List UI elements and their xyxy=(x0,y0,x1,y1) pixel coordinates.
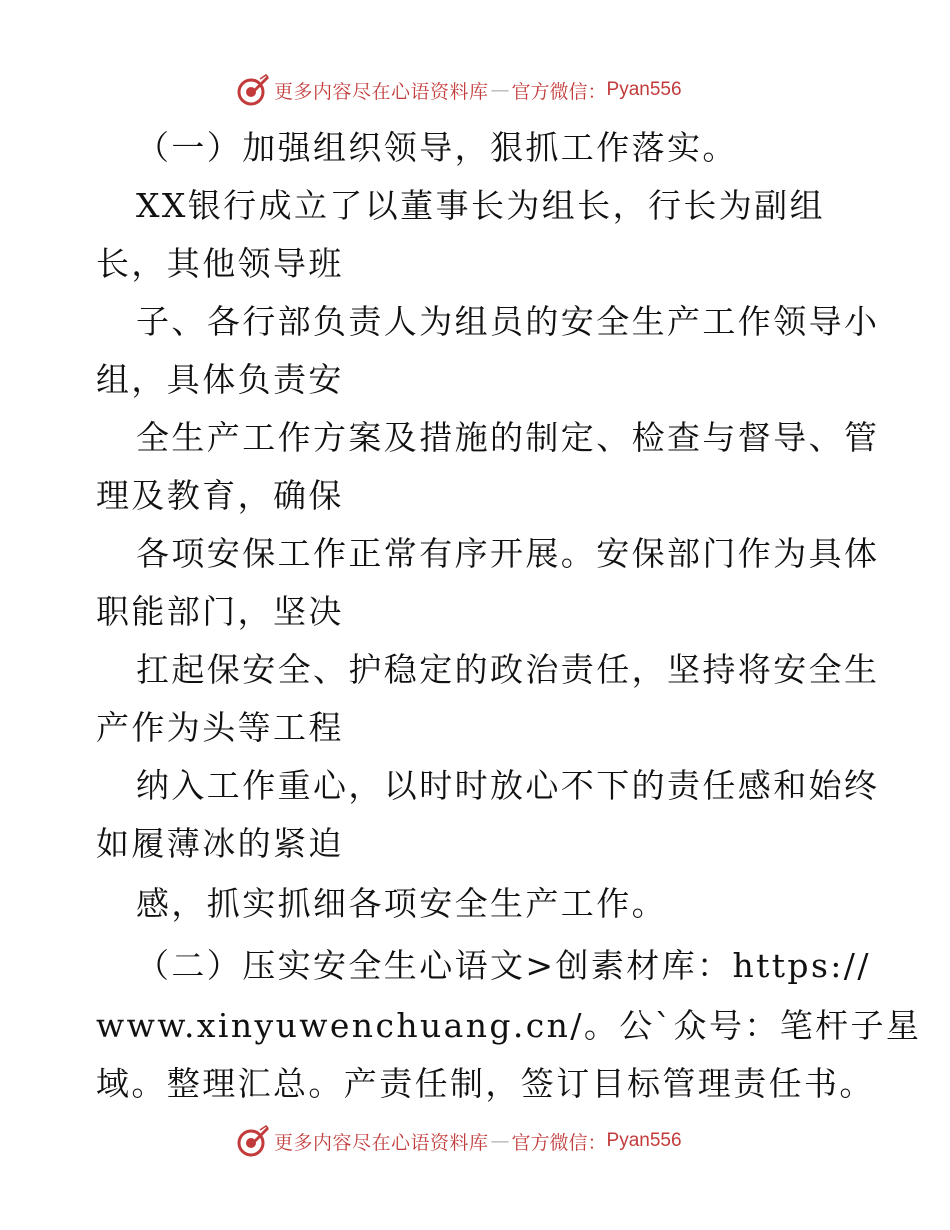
paragraph-line: 长，其他领导班 xyxy=(96,244,344,283)
quill-seal-icon xyxy=(236,1124,270,1158)
paragraph-line: （二）压实安全生心语文>创素材库：https:// xyxy=(136,946,871,985)
paragraph-line: 理及教育，确保 xyxy=(96,476,344,515)
footer-banner xyxy=(236,1121,682,1161)
paragraph-line: 域。整理汇总。产责任制，签订目标管理责任书。 xyxy=(96,1064,875,1103)
banner-wechat-id: Pyan556 xyxy=(606,79,682,100)
paragraph-line: 子、各行部负责人为组员的安全生产工作领导小 xyxy=(136,302,880,341)
paragraph-line: 扛起保安全、护稳定的政治责任，坚持将安全生 xyxy=(136,650,880,689)
paragraph-line: 全生产工作方案及措施的制定、检查与督导、管 xyxy=(136,418,880,457)
banner-separator: — xyxy=(490,79,510,101)
paragraph-line: 各项安保工作正常有序开展。安保部门作为具体 xyxy=(136,534,880,573)
paragraph-line: （一）加强组织领导，狠抓工作落实。 xyxy=(136,128,738,167)
paragraph-line: 产作为头等工程 xyxy=(96,708,344,747)
banner-separator: — xyxy=(490,1130,510,1152)
paragraph-line: 如履薄冰的紧迫 xyxy=(96,824,344,863)
paragraph-line: 职能部门，坚决 xyxy=(96,592,344,631)
paragraph-line: 感，抓实抓细各项安全生产工作。 xyxy=(136,884,667,923)
paragraph-line: 组，具体负责安 xyxy=(96,360,344,399)
paragraph-line: 纳入工作重心，以时时放心不下的责任感和始终 xyxy=(136,766,880,805)
banner-title: 更多内容尽在心语资料库 xyxy=(274,1131,489,1154)
header-banner xyxy=(236,70,682,110)
paragraph-line: www.xinyuwenchuang.cn/。公`众号：笔杆子星 xyxy=(96,1006,922,1045)
banner-title: 更多内容尽在心语资料库 xyxy=(274,80,489,103)
banner-wechat-id: Pyan556 xyxy=(606,1130,682,1151)
quill-seal-icon xyxy=(236,73,270,107)
banner-wechat-label: 官方微信： xyxy=(511,80,607,103)
banner-wechat-label: 官方微信： xyxy=(511,1131,607,1154)
paragraph-line: XX银行成立了以董事长为组长，行长为副组 xyxy=(136,186,825,225)
